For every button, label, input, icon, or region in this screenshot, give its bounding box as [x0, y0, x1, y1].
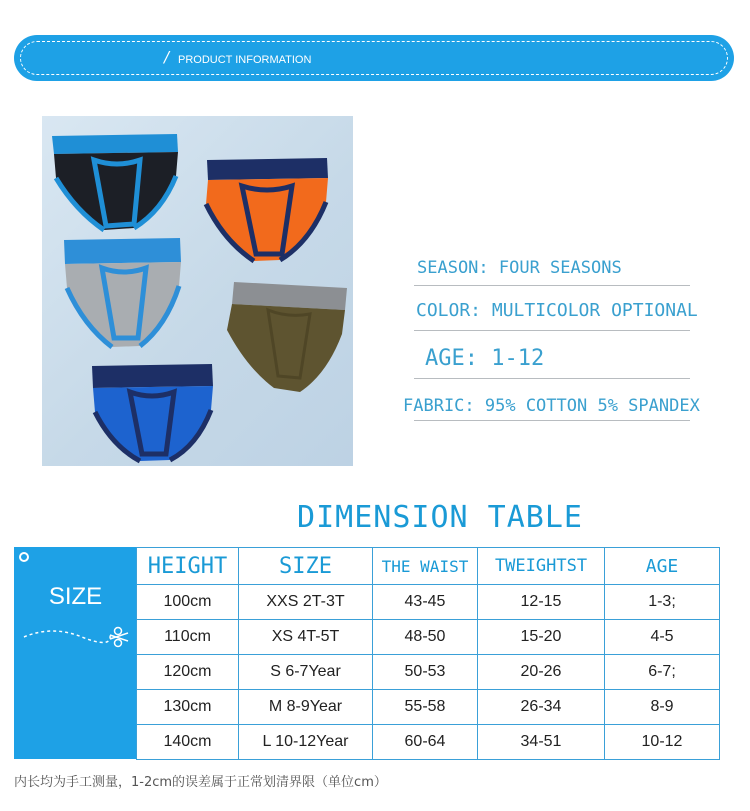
dimension-table — [136, 547, 720, 760]
cell-age: 6-7; — [605, 655, 720, 690]
cell-waist: 43-45 — [373, 585, 478, 620]
info-divider — [414, 378, 690, 379]
cell-weight: 26-34 — [478, 690, 605, 725]
info-divider — [414, 330, 690, 331]
banner-dashed-border — [20, 41, 728, 75]
circle-icon — [19, 552, 29, 562]
column-header-waist: THE WAIST — [373, 548, 478, 585]
cell-age: 1-3; — [605, 585, 720, 620]
size-panel — [14, 547, 137, 759]
table-row — [137, 725, 720, 760]
cell-height: 110cm — [137, 620, 239, 655]
brief-grey-blue — [64, 238, 181, 347]
cell-waist: 50-53 — [373, 655, 478, 690]
cell-size: XXS 2T-3T — [239, 585, 373, 620]
banner-slash: / — [164, 48, 170, 66]
cell-size: M 8-9Year — [239, 690, 373, 725]
column-header-weight: TWEIGHTST — [478, 548, 605, 585]
cell-waist: 55-58 — [373, 690, 478, 725]
table-header-row — [137, 548, 720, 585]
cell-age: 10-12 — [605, 725, 720, 760]
column-header-size: SIZE — [239, 548, 373, 585]
brief-black-blue — [52, 134, 178, 230]
brief-olive-grey — [227, 282, 347, 392]
column-header-height: HEIGHT — [137, 548, 239, 585]
table-row — [137, 690, 720, 725]
cell-height: 130cm — [137, 690, 239, 725]
cell-weight: 15-20 — [478, 620, 605, 655]
table-row — [137, 620, 720, 655]
cell-waist: 48-50 — [373, 620, 478, 655]
info-fabric: FABRIC: 95% COTTON 5% SPANDEX — [403, 396, 700, 416]
table-row — [137, 655, 720, 690]
cell-height: 100cm — [137, 585, 239, 620]
brief-royal-blue — [92, 364, 213, 461]
info-divider — [414, 285, 690, 286]
banner-title: PRODUCT INFORMATION — [178, 54, 312, 66]
cell-size: XS 4T-5T — [239, 620, 373, 655]
brief-orange-navy — [206, 158, 328, 261]
cell-weight: 34-51 — [478, 725, 605, 760]
cell-waist: 60-64 — [373, 725, 478, 760]
table-row — [137, 585, 720, 620]
size-label: SIZE — [48, 583, 103, 610]
info-color: COLOR: MULTICOLOR OPTIONAL — [416, 300, 698, 321]
cell-weight: 20-26 — [478, 655, 605, 690]
cell-age: 4-5 — [605, 620, 720, 655]
info-divider — [414, 420, 690, 421]
info-season: SEASON: FOUR SEASONS — [417, 258, 622, 278]
cell-size: S 6-7Year — [239, 655, 373, 690]
column-header-age: AGE — [605, 548, 720, 585]
dimension-table-title: DIMENSION TABLE — [297, 500, 583, 535]
info-age: AGE: 1-12 — [425, 346, 545, 371]
measurement-footnote: 内长均为手工测量，1-2cm的误差属于正常划清界限（单位cm） — [14, 775, 387, 790]
cell-height: 140cm — [137, 725, 239, 760]
cell-size: L 10-12Year — [239, 725, 373, 760]
cell-age: 8-9 — [605, 690, 720, 725]
cell-height: 120cm — [137, 655, 239, 690]
product-image — [42, 116, 353, 466]
section-banner — [14, 35, 734, 81]
scissors-cut-line-icon — [22, 625, 134, 649]
cell-weight: 12-15 — [478, 585, 605, 620]
